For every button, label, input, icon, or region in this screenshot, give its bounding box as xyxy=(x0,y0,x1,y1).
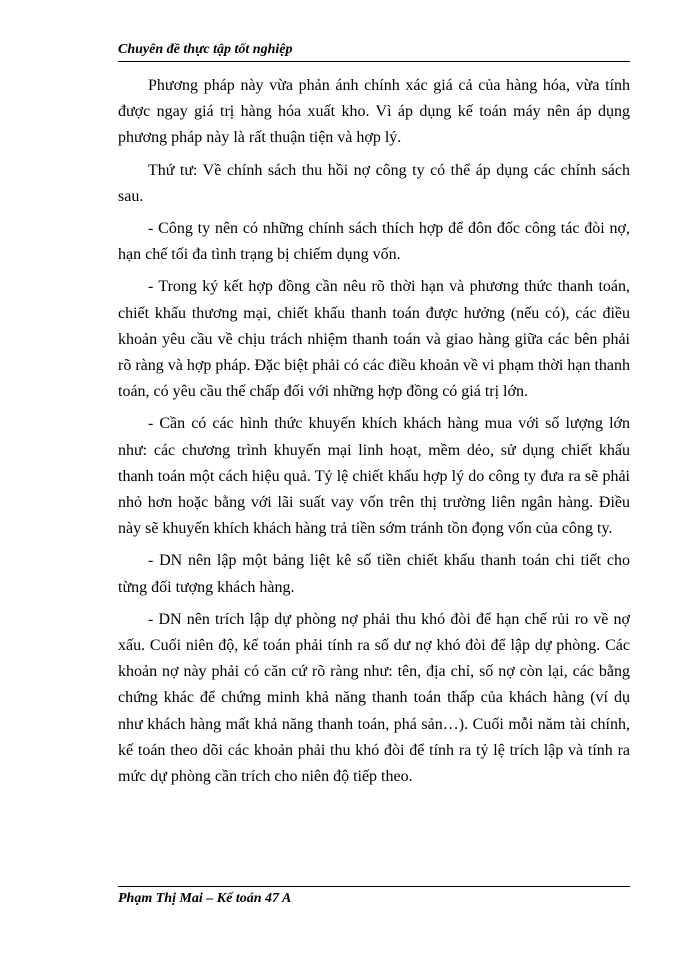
page-header xyxy=(118,41,630,62)
header-title: Chuyên đề thực tập tốt nghiệp xyxy=(118,42,293,57)
paragraph: - DN nên lập một bảng liệt kê số tiền chiết khấu thanh toán chi tiết cho từng đối tượng khách hàng. xyxy=(118,552,630,596)
paragraph: Phương pháp này vừa phản ánh chính xác giá cả của hàng hóa, vừa tính được ngay giá trị hàng hóa xuất kho. Vì áp dụng kế toán máy nên áp dụng phương pháp này là rất thuận tiện và hợp lý. xyxy=(118,77,630,147)
document-body xyxy=(118,73,630,796)
paragraph: - Cần có các hình thức khuyến khích khách hàng mua với số lượng lớn như: các chương trình khuyến mại linh hoạt, mềm dẻo, sử dụng chiết khấu thanh toán một cách hiệu quả. Tỷ lệ chiết khấu hợp lý do công ty đưa ra sẽ phải nhỏ hơn hoặc bằng với lãi suất vay vốn trên thị trường liên ngân hàng. Điều này sẽ khuyến khích khách hàng trả tiền sớm tránh tồn đọng vốn của công ty. xyxy=(118,415,630,538)
footer-author: Phạm Thị Mai – Kế toán 47 A xyxy=(118,891,292,906)
paragraph: - Trong ký kết hợp đồng cần nêu rõ thời hạn và phương thức thanh toán, chiết khấu thương mại, chiết khấu thanh toán được hưởng (nếu có), các điều khoản yêu cầu về chịu trách nhiệm thanh toán và giao hàng giữa các bên phải rõ ràng và hợp pháp. Đặc biệt phải có các điều khoản về vi phạm thời hạn thanh toán, có yêu cầu thế chấp đối với những hợp đồng có giá trị lớn. xyxy=(118,278,630,401)
paragraph: - DN nên trích lập dự phòng nợ phải thu khó đòi để hạn chế rủi ro về nợ xấu. Cuối niên độ, kế toán phải tính ra số dư nợ khó đòi để lập dự phòng. Các khoản nợ này phải có căn cứ rõ ràng như: tên, địa chỉ, số nợ còn lại, các bằng chứng khác để chứng minh khả năng thanh toán thấp của khách hàng (ví dụ như khách hàng mất khả năng thanh toán, phá sản…). Cuối mỗi năm tài chính, kế toán theo dõi các khoản phải thu khó đòi để tính ra tỷ lệ trích lập và tính ra mức dự phòng cần trích cho niên độ tiếp theo. xyxy=(118,610,630,786)
paragraph: Thứ tư: Về chính sách thu hồi nợ công ty có thể áp dụng các chính sách sau. xyxy=(118,161,630,205)
paragraph: - Công ty nên có những chính sách thích hợp để đôn đốc công tác đòi nợ, hạn chế tối đa tình trạng bị chiếm dụng vốn. xyxy=(118,220,630,264)
page-footer xyxy=(118,886,630,908)
